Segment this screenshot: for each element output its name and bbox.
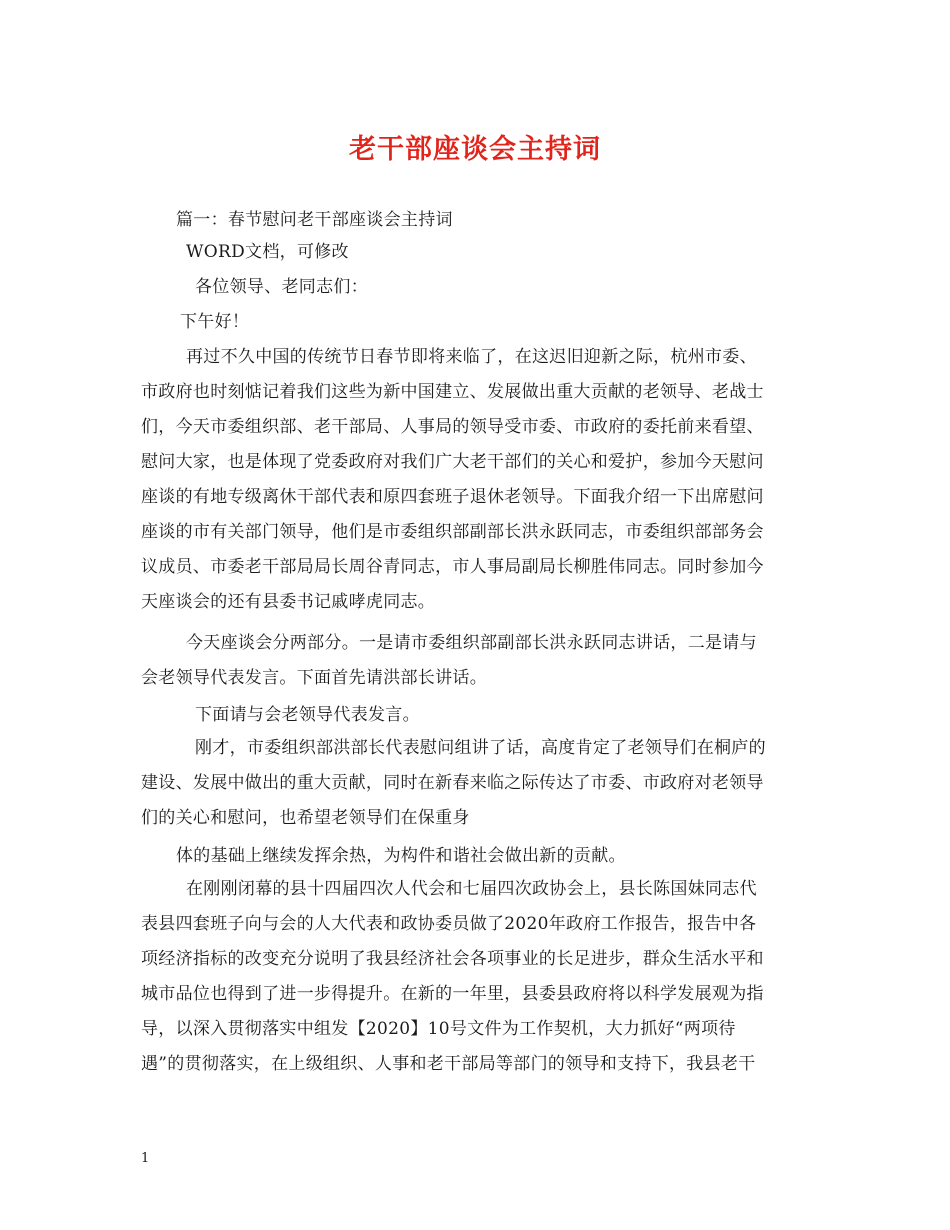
paragraph-line: 们的关心和慰问，也希望老领导们在保重身: [141, 808, 470, 828]
paragraph-line: 今天座谈会分两部分。一是请市委组织部副部长洪永跃同志讲话，二是请与: [186, 633, 757, 653]
paragraph-line: WORD文档，可修改: [186, 242, 349, 262]
paragraph-line: 建设、发展中做出的重大贡献，同时在新春来临之际传达了市委、市政府对老领导: [141, 773, 764, 793]
paragraph-line: 市政府也时刻惦记着我们这些为新中国建立、发展做出重大贡献的老领导、老战士: [141, 382, 764, 402]
paragraph-line: 在刚刚闭幕的县十四届四次人代会和七届四次政协会上，县长陈国妹同志代: [186, 879, 757, 899]
paragraph-line: 遇”的贯彻落实，在上级组织、人事和老干部局等部门的领导和支持下，我县老干: [141, 1054, 756, 1074]
paragraph-line: 项经济指标的改变充分说明了我县经济社会各项事业的长足进步，群众生活水平和: [141, 949, 764, 969]
paragraph-line: 天座谈会的还有县委书记戚哮虎同志。: [141, 592, 436, 612]
paragraph-line: 座谈的市有关部门领导，他们是市委组织部副部长洪永跃同志，市委组织部部务会: [141, 522, 764, 542]
paragraph-line: 慰问大家，也是体现了党委政府对我们广大老干部们的关心和爱护，参加今天慰问: [141, 452, 764, 472]
paragraph-line: 表县四套班子向与会的人大代表和政协委员做了2020年政府工作报告，报告中各: [141, 914, 757, 934]
paragraph-line: 会老领导代表发言。下面首先请洪部长讲话。: [141, 668, 487, 688]
paragraph-line: 篇一：春节慰问老干部座谈会主持词: [176, 210, 453, 230]
paragraph-line: 们，今天市委组织部、老干部局、人事局的领导受市委、市政府的委托前来看望、: [141, 417, 764, 437]
paragraph-line: 各位领导、老同志们：: [195, 277, 368, 297]
paragraph-line: 刚才，市委组织部洪部长代表慰问组讲了话，高度肯定了老领导们在桐庐的: [195, 738, 766, 758]
document-title: 老干部座谈会主持词: [349, 134, 601, 165]
paragraph-line: 座谈的有地专级离休干部代表和原四套班子退休老领导。下面我介绍一下出席慰问: [141, 487, 764, 507]
page-number: 1: [141, 1151, 150, 1166]
paragraph-line: 下午好！: [180, 312, 250, 332]
paragraph-line: 城市品位也得到了进一步得提升。在新的一年里，县委县政府将以科学发展观为指: [141, 984, 764, 1004]
paragraph-line: 导，以深入贯彻落实中组发【2020】10号文件为工作契机，大力抓好“两项待: [141, 1019, 736, 1039]
paragraph-line: 体的基础上继续发挥余热，为构件和谐社会做出新的贡献。: [176, 846, 626, 866]
paragraph-line: 议成员、市委老干部局局长周谷青同志，市人事局副局长柳胜伟同志。同时参加今: [141, 557, 764, 577]
paragraph-line: 再过不久中国的传统节日春节即将来临了，在这迟旧迎新之际，杭州市委、: [186, 347, 757, 367]
paragraph-line: 下面请与会老领导代表发言。: [195, 705, 420, 725]
